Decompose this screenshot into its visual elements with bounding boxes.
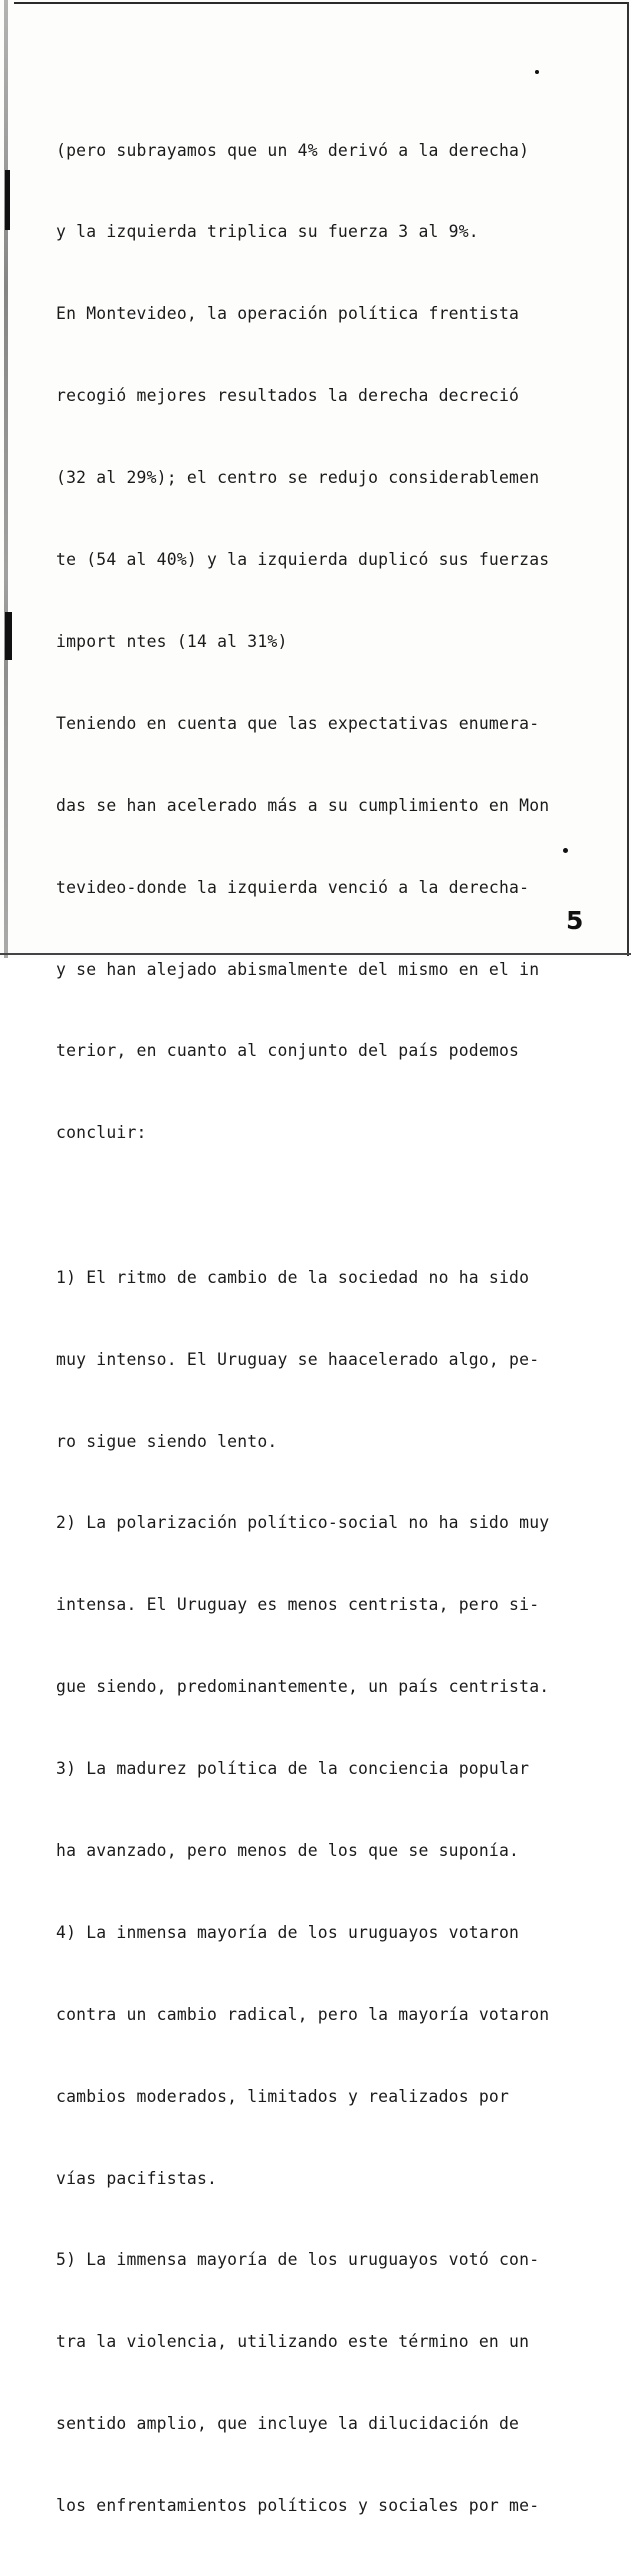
- ink-speck: [535, 70, 539, 74]
- text-line: concluir:: [56, 1123, 147, 1143]
- text-line: tra la violencia, utilizando este término en un: [56, 2332, 530, 2352]
- text-line: recogió mejores resultados la derecha decreció: [56, 386, 520, 406]
- text-line: (pero subrayamos que un 4% derivó a la derecha): [56, 140, 530, 160]
- text-line: (32 al 29%); el centro se redujo considerablemen: [56, 468, 540, 488]
- text-line: 4) La inmensa mayoría de los uruguayos votaron: [56, 1922, 520, 1942]
- binding-mark: [5, 612, 12, 660]
- page-right-border: [627, 2, 629, 956]
- text-line: vías pacifistas.: [56, 2168, 218, 2188]
- text-line: terior, en cuanto al conjunto del país podemos: [56, 1041, 520, 1061]
- text-line: te (54 al 40%) y la izquierda duplicó sus fuerzas: [56, 550, 550, 570]
- text-line: y se han alejado abismalmente del mismo en el in: [56, 959, 540, 979]
- text-line: ro sigue siendo lento.: [56, 1431, 278, 1451]
- text-line: gue siendo, predominantemente, un país centrista.: [56, 1677, 550, 1697]
- typed-text-body: [56, 82, 606, 2574]
- text-line: En Montevideo, la operación política frentista: [56, 304, 520, 324]
- text-line: 2) La polarización político-social no ha sido muy: [56, 1513, 550, 1533]
- page-top-border: [14, 2, 629, 4]
- binding-mark: [5, 170, 10, 230]
- text-line: ha avanzado, pero menos de los que se suponía.: [56, 1841, 520, 1860]
- text-line: das se han acelerado más a su cumplimiento en Mon: [56, 795, 550, 815]
- text-line: los enfrentamientos políticos y sociales por me-: [56, 2496, 540, 2516]
- text-line: tevideo-donde la izquierda venció a la derecha-: [56, 877, 530, 897]
- text-line: 1) El ritmo de cambio de la sociedad no ha sido: [56, 1267, 530, 1287]
- text-line: import ntes (14 al 31%): [56, 631, 288, 651]
- page-number: 5: [566, 906, 584, 935]
- text-line: sentido amplio, que incluye la dilucidación de: [56, 2414, 520, 2434]
- text-line: y la izquierda triplica su fuerza 3 al 9%.: [56, 222, 479, 242]
- text-line: cambios moderados, limitados y realizados por: [56, 2086, 510, 2106]
- paragraph-gap: [56, 1201, 606, 1209]
- text-line: 5) La immensa mayoría de los uruguayos votó con-: [56, 2250, 540, 2270]
- text-line: 3) La madurez política de la conciencia popular: [56, 1759, 530, 1779]
- text-line: intensa. El Uruguay es menos centrista, pero si-: [56, 1595, 540, 1615]
- text-line: contra un cambio radical, pero la mayoría votaron: [56, 2004, 550, 2024]
- text-line: Teniendo en cuenta que las expectativas enumera-: [56, 713, 540, 733]
- text-line: muy intenso. El Uruguay se haacelerado algo, pe-: [56, 1349, 540, 1369]
- page-left-edge: [4, 0, 8, 958]
